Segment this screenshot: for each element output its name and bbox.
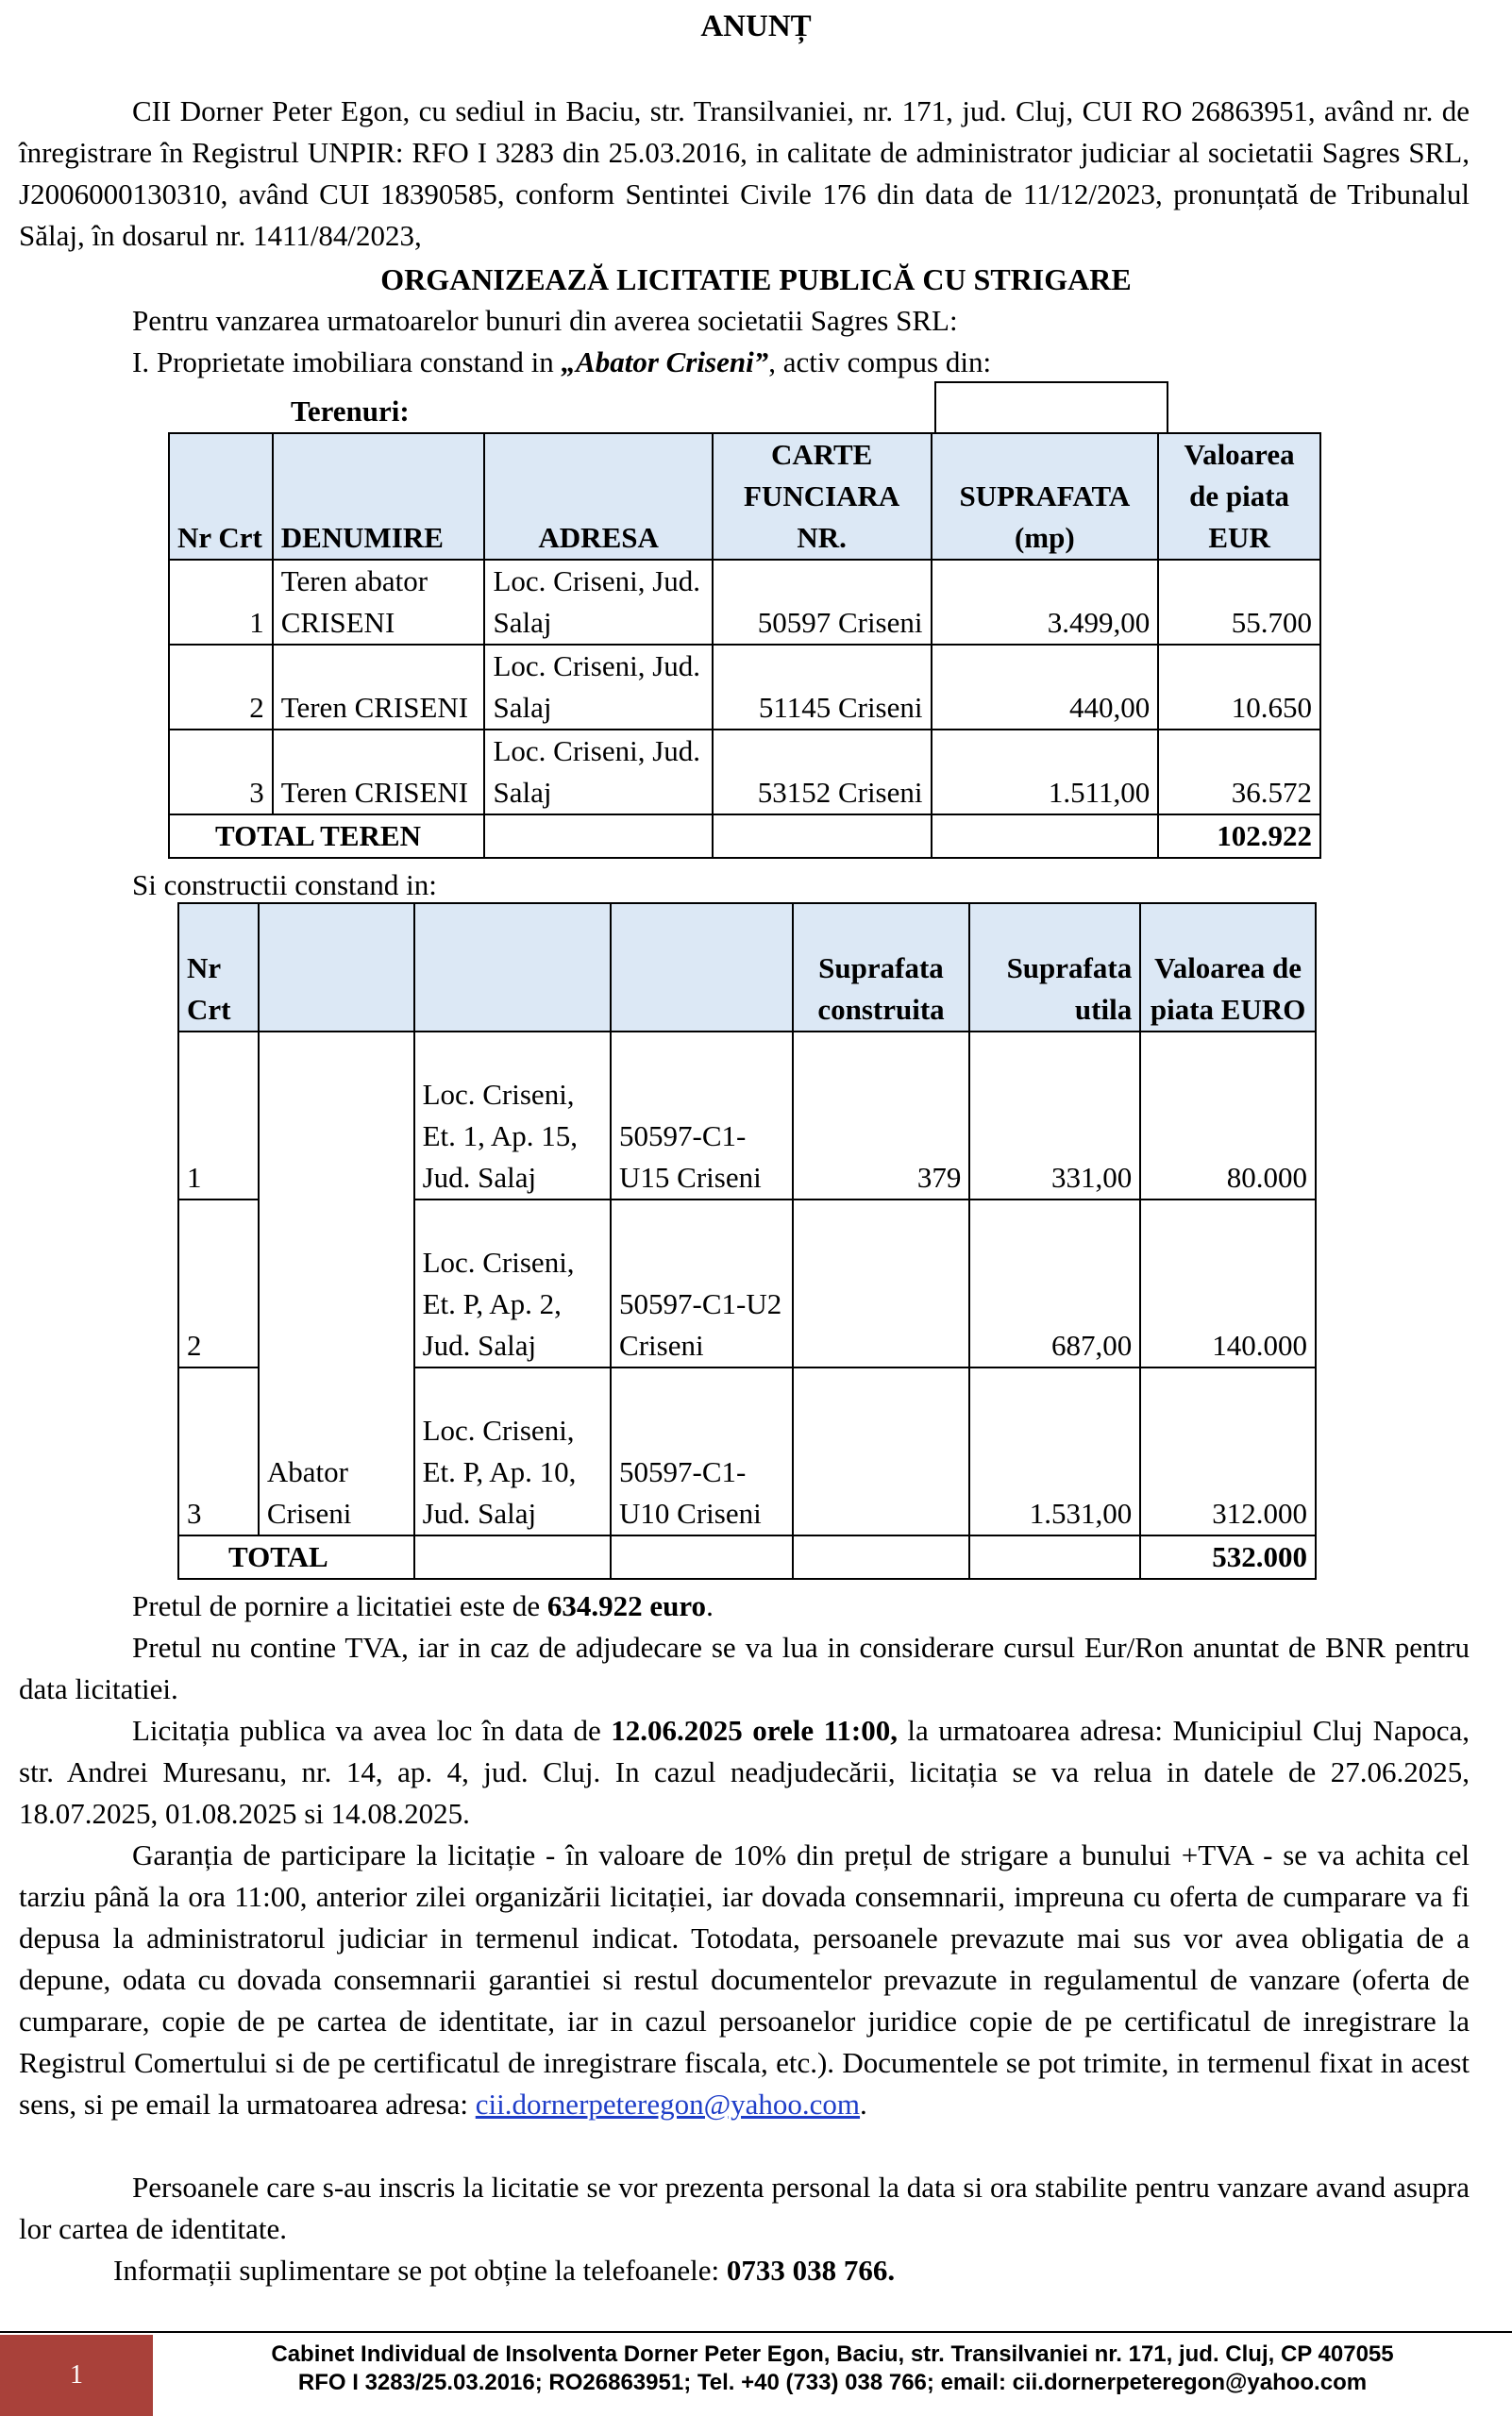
info-phone: 0733 038 766. — [726, 2254, 896, 2287]
land-row-cf: 50597 Criseni — [713, 560, 932, 645]
land-header-row — [169, 433, 1320, 560]
constructions-header-blank — [259, 903, 414, 1032]
constructions-table — [177, 902, 1317, 1580]
constructions-row-built: 379 — [793, 1032, 970, 1200]
land-header-nr: Nr Crt — [169, 433, 273, 560]
footer-line-2: RFO I 3283/25.03.2016; RO26863951; Tel. +40 (733) 038 766; email: cii.dornerpeteregon@yahoo.com — [297, 2370, 1368, 2395]
land-row-name: Teren CRISENI — [273, 645, 485, 730]
sale-line: Pentru vanzarea urmatoarelor bunuri din averea societatii Sagres SRL: — [132, 304, 958, 337]
land-row-cf: 51145 Criseni — [713, 645, 932, 730]
property-name: „Abator Criseni” — [561, 345, 769, 378]
auction-prefix: Licitația publica va avea loc în data de — [132, 1714, 612, 1747]
document-title: ANUNȚ — [700, 9, 812, 43]
land-row-cf: 53152 Criseni — [713, 730, 932, 814]
land-row-nr: 3 — [169, 730, 273, 814]
footer-page-number: 1 — [0, 2335, 153, 2416]
land-total-label: TOTAL TEREN — [169, 814, 484, 858]
constructions-total-row — [178, 1535, 1316, 1579]
footer-text — [153, 2340, 1512, 2397]
constructions-row-nr: 1 — [178, 1032, 259, 1200]
persons-paragraph: Persoanele care s-au inscris la licitatie se vor prezenta personal la data si ora stabilite pentru vanzare avand asupra lor cartea de identitate. — [19, 2171, 1470, 2245]
table-row — [169, 645, 1320, 730]
table-row — [169, 730, 1320, 814]
land-row-address: Loc. Criseni, Jud. Salaj — [484, 730, 712, 814]
guarantee-text: Garanția de participare la licitație - în valoare de 10% din prețul de strigare a bunului +TVA - se va achita cel tarziu până la ora 11:00, anterior zilei organizării licitației, iar dovada consemnarii, impreuna cu oferta de cumparare va fi depusa la administratorul judiciar in termenul indicat. Totodata, persoanele prevazute mai sus vor avea obligatia de a depune, odata cu dovada consemnarii garantiei si restul documentelor prevazute in regulamentul de vanzare (oferta de cumparare, copie de pe cartea de identitate, iar in cazul persoanelor juridice copie de pe certificatul de inregistrare la Registrul Comertului si de pe certificatul de inregistrare fiscala, etc.). Documentele se pot trimite, in termenul fixat in acest sens, si pe email la urmatoarea adresa: — [19, 1838, 1470, 2121]
land-row-address: Loc. Criseni, Jud. Salaj — [484, 560, 712, 645]
constructions-header-blank — [414, 903, 611, 1032]
land-row-name: Teren CRISENI — [273, 730, 485, 814]
land-header-name: DENUMIRE — [273, 433, 485, 560]
land-caption: Terenuri: — [291, 394, 410, 428]
land-row-nr: 2 — [169, 645, 273, 730]
footer-line-1: Cabinet Individual de Insolventa Dorner Peter Egon, Baciu, str. Transilvaniei nr. 171, jud. Cluj, CP 407055 — [271, 2341, 1394, 2367]
info-line — [113, 2250, 895, 2291]
constructions-row-built — [793, 1200, 970, 1367]
email-link[interactable]: cii.dornerpeteregon@yahoo.com — [475, 2088, 861, 2121]
land-header-box — [934, 381, 1168, 436]
land-total-row — [169, 814, 1320, 858]
constructions-row-nr: 3 — [178, 1367, 259, 1535]
constructions-row-cf: 50597-C1-U10 Criseni — [611, 1367, 793, 1535]
vat-paragraph: Pretul nu contine TVA, iar in caz de adjudecare se va lua in considerare cursul Eur/Ron anuntat de BNR pentru data licitatiei. — [19, 1631, 1470, 1705]
footer-divider — [0, 2331, 1512, 2333]
constructions-header-blank — [611, 903, 793, 1032]
constructions-row-built — [793, 1367, 970, 1535]
land-row-nr: 1 — [169, 560, 273, 645]
constructions-total-label: TOTAL — [178, 1535, 414, 1579]
constructions-row-useful: 1.531,00 — [969, 1367, 1140, 1535]
auction-heading: ORGANIZEAZĂ LICITATIE PUBLICĂ CU STRIGARE — [380, 262, 1132, 296]
price-suffix: . — [706, 1589, 714, 1622]
table-row — [169, 560, 1320, 645]
land-table — [168, 432, 1321, 859]
land-row-value: 10.650 — [1158, 645, 1320, 730]
constructions-row-useful: 331,00 — [969, 1032, 1140, 1200]
constructions-row-address: Loc. Criseni, Et. P, Ap. 10, Jud. Salaj — [414, 1367, 611, 1535]
price-prefix: Pretul de pornire a licitatiei este de — [132, 1589, 547, 1622]
constructions-row-useful: 687,00 — [969, 1200, 1140, 1367]
land-row-address: Loc. Criseni, Jud. Salaj — [484, 645, 712, 730]
land-row-area: 1.511,00 — [932, 730, 1159, 814]
constructions-group-name: Abator Criseni — [259, 1032, 414, 1535]
constructions-caption: Si constructii constand in: — [132, 868, 437, 901]
constructions-header-built: Suprafata construita — [793, 903, 970, 1032]
constructions-header-useful: Suprafata utila — [969, 903, 1140, 1032]
info-prefix: Informații suplimentare se pot obține la telefoanele: — [113, 2254, 727, 2287]
guarantee-end: . — [860, 2088, 867, 2121]
land-header-address: ADRESA — [484, 433, 712, 560]
price-value: 634.922 euro — [546, 1589, 707, 1622]
auction-suffix: la urmatoarea adresa: Municipiul Cluj Napoca, str. Andrei Muresanu, nr. 14, ap. 4, jud. Cluj. In cazul neadjudecării, licitația se va relua in datele de 27.06.2025, 18.07.2025, 01.08.2025 si 14.08.2025. — [19, 1714, 1470, 1830]
guarantee-paragraph — [19, 1835, 1470, 2125]
constructions-row-cf: 50597-C1-U2 Criseni — [611, 1200, 793, 1367]
land-row-name: Teren abator CRISENI — [273, 560, 485, 645]
constructions-row-value: 80.000 — [1140, 1032, 1316, 1200]
land-header-value: Valoarea de piata EUR — [1158, 433, 1320, 560]
constructions-header-value: Valoarea de piata EURO — [1140, 903, 1316, 1032]
table-row — [178, 1032, 1316, 1200]
land-row-area: 440,00 — [932, 645, 1159, 730]
constructions-row-address: Loc. Criseni, Et. 1, Ap. 15, Jud. Salaj — [414, 1032, 611, 1200]
intro-paragraph: CII Dorner Peter Egon, cu sediul in Baciu, str. Transilvaniei, nr. 171, jud. Cluj, CUI RO 26863951, având nr. de înregistrare în Registrul UNPIR: RFO I 3283 din 25.03.2016, in calitate de administrator judiciar al societatii Sagres SRL, J2006000130310, având CUI 18390585, conform Sentintei Civile 176 din data de 11/12/2023, pronunțată de Tribunalul Sălaj, în dosarul nr. 1411/84/2023, — [19, 94, 1470, 252]
constructions-row-value: 140.000 — [1140, 1200, 1316, 1367]
constructions-row-address: Loc. Criseni, Et. P, Ap. 2, Jud. Salaj — [414, 1200, 611, 1367]
constructions-total-value: 532.000 — [1140, 1535, 1316, 1579]
land-header-cf: CARTE FUNCIARA NR. — [713, 433, 932, 560]
property-suffix: , activ compus din: — [768, 345, 992, 378]
land-row-area: 3.499,00 — [932, 560, 1159, 645]
constructions-header-row — [178, 903, 1316, 1032]
land-header-area: SUPRAFATA (mp) — [932, 433, 1159, 560]
constructions-row-value: 312.000 — [1140, 1367, 1316, 1535]
constructions-row-nr: 2 — [178, 1200, 259, 1367]
land-row-value: 55.700 — [1158, 560, 1320, 645]
start-price-line — [132, 1586, 714, 1627]
constructions-header-nr: Nr Crt — [178, 903, 259, 1032]
land-total-value: 102.922 — [1158, 814, 1320, 858]
property-line — [132, 342, 991, 383]
constructions-row-cf: 50597-C1-U15 Criseni — [611, 1032, 793, 1200]
land-row-value: 36.572 — [1158, 730, 1320, 814]
auction-date: 12.06.2025 orele 11:00, — [611, 1714, 898, 1747]
property-prefix: I. Proprietate imobiliara constand in — [132, 345, 562, 378]
auction-paragraph — [19, 1710, 1470, 1835]
